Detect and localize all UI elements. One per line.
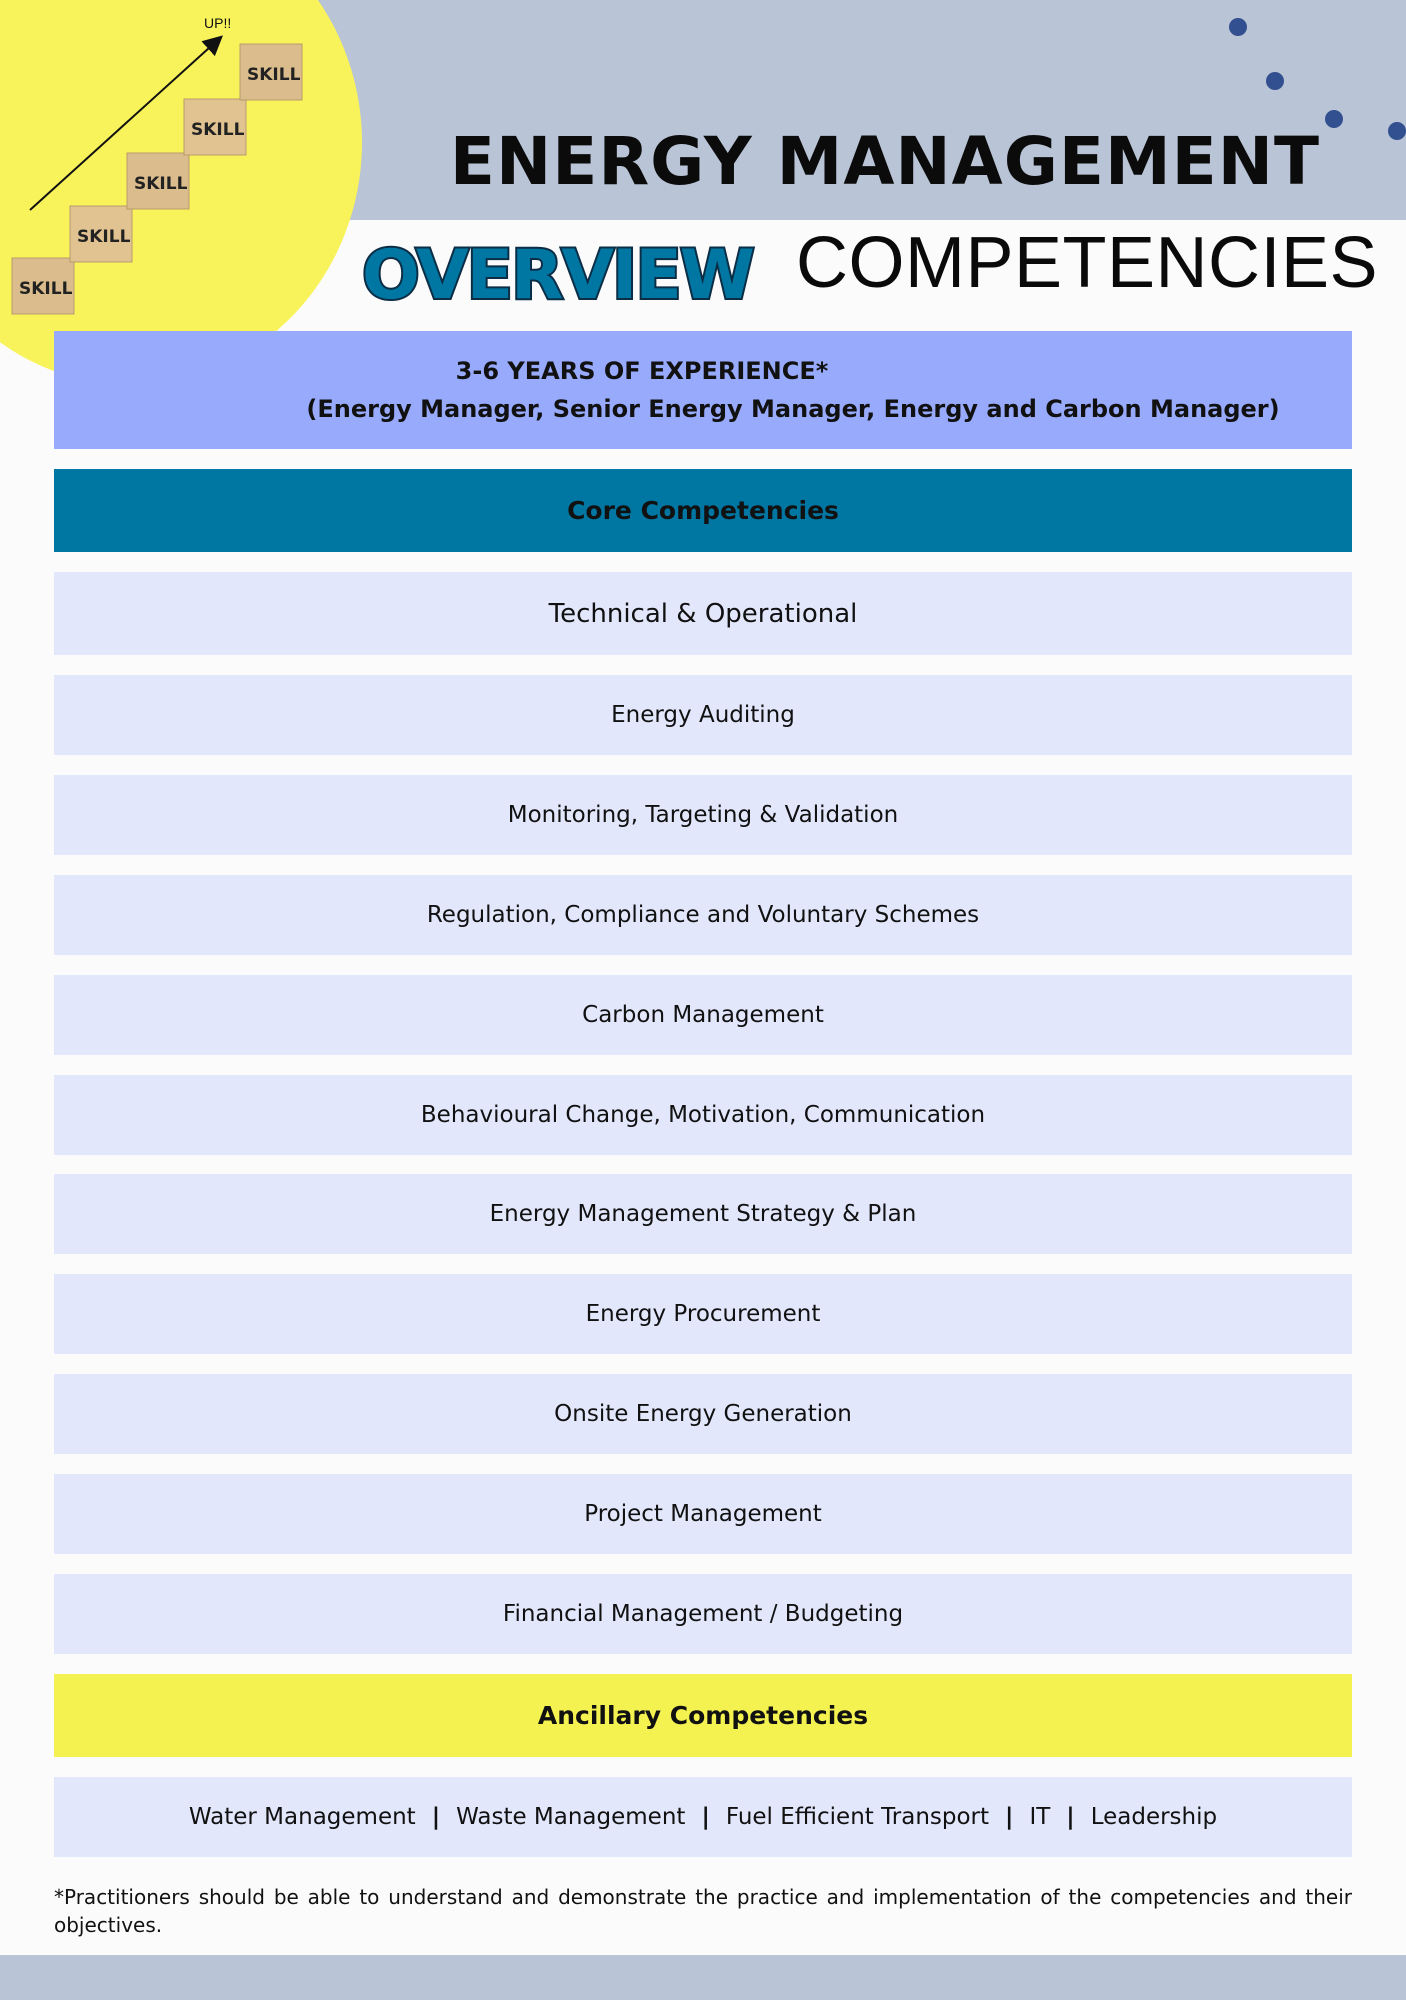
competency-row: Behavioural Change, Motivation, Communication <box>54 1075 1352 1155</box>
separator: | <box>431 1804 441 1830</box>
competency-row: Energy Management Strategy & Plan <box>54 1174 1352 1254</box>
ancillary-item: Fuel Efficient Transport <box>725 1804 990 1830</box>
ancillary-item: IT <box>1029 1804 1051 1830</box>
skill-block-label: SKILL <box>77 227 131 247</box>
page-title: ENERGY MANAGEMENT <box>449 123 1320 200</box>
skill-block-label: SKILL <box>247 65 301 85</box>
competency-row: Financial Management / Budgeting <box>54 1574 1352 1654</box>
separator: | <box>1066 1804 1075 1830</box>
technical-operational-heading: Technical & Operational <box>54 572 1352 655</box>
footnote: *Practitioners should be able to understand and demonstrate the practice and implementation of the competencies and their objectives. <box>54 1885 1352 1937</box>
separator: | <box>1005 1804 1014 1830</box>
ancillary-item: Leadership <box>1090 1804 1218 1830</box>
overview-text: OVERVIEW <box>362 236 753 310</box>
competency-row: Monitoring, Targeting & Validation <box>54 775 1352 855</box>
ancillary-list <box>54 1777 1352 1857</box>
footer-band <box>0 1955 1406 2000</box>
experience-years: 3-6 YEARS OF EXPERIENCE* <box>455 357 829 385</box>
ancillary-item: Water Management <box>188 1804 416 1830</box>
competency-row: Onsite Energy Generation <box>54 1374 1352 1454</box>
separator: | <box>701 1804 710 1830</box>
ancillary-competencies-heading: Ancillary Competencies <box>54 1674 1352 1757</box>
competency-row: Carbon Management <box>54 975 1352 1055</box>
decorative-dot <box>1325 110 1343 128</box>
core-competencies-heading: Core Competencies <box>54 469 1352 552</box>
experience-banner <box>54 331 1352 449</box>
decorative-dot <box>1388 122 1406 140</box>
arrow-label: UP!! <box>204 15 232 31</box>
subtitle <box>360 220 1379 310</box>
competency-row: Energy Procurement <box>54 1274 1352 1354</box>
skill-block-label: SKILL <box>191 120 245 140</box>
competency-row: Energy Auditing <box>54 675 1352 755</box>
competency-row: Regulation, Compliance and Voluntary Schemes <box>54 875 1352 955</box>
skill-block-label: SKILL <box>19 279 73 299</box>
competencies-text: COMPETENCIES <box>796 223 1379 303</box>
experience-roles: (Energy Manager, Senior Energy Manager, Energy and Carbon Manager) <box>306 395 1280 423</box>
overview-wordmark <box>360 220 780 310</box>
ancillary-item: Waste Management <box>456 1804 686 1830</box>
decorative-dot <box>1229 18 1247 36</box>
skill-stairs-image <box>0 0 340 330</box>
skill-block-label: SKILL <box>134 174 188 194</box>
decorative-dot <box>1266 72 1284 90</box>
competency-row: Project Management <box>54 1474 1352 1554</box>
